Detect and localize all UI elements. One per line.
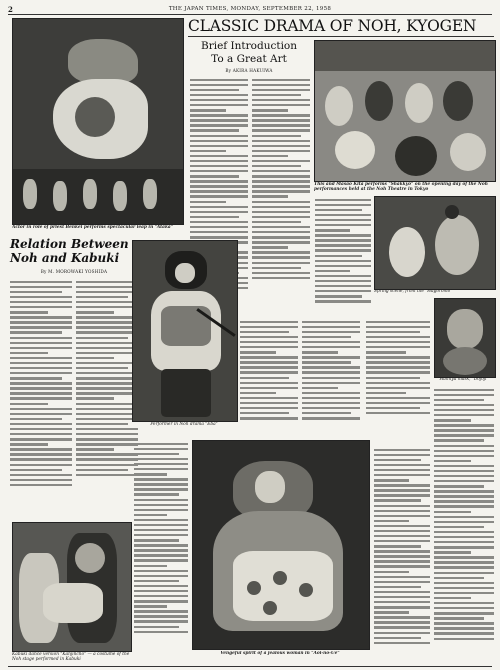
caption-right-mid: Spring scene, from the "Hagoromo" — [374, 289, 453, 294]
section-headline-line-2: Noh and Kabuki — [10, 251, 120, 265]
caption-right-small: Hannya mask, "Dojoji" — [439, 377, 489, 382]
sub-headline-line-2: To a Great Art — [211, 52, 287, 65]
photo-hannya-mask — [434, 298, 496, 378]
article-column-6 — [366, 318, 430, 440]
caption-bottom-center: Vengeful spirit of a jealous woman in "Aoi-no-Ue" — [220, 651, 340, 656]
article-column-3 — [315, 196, 371, 314]
caption-bottom-left: Kabuki dance version "Kanjincho" — a costume of the Noh stage performed in Kabuki — [12, 652, 130, 662]
photo-kabuki-dance — [12, 522, 132, 652]
byline-main: By AKIRA HAKUIWA — [225, 68, 273, 73]
article-column-8 — [374, 446, 430, 662]
photo-benkei-leap — [12, 18, 184, 225]
page-number: 2 — [8, 4, 13, 14]
masthead — [8, 4, 492, 15]
photo-shakkyo — [314, 40, 496, 182]
main-headline: CLASSIC DRAMA OF NOH, KYOGEN — [188, 17, 477, 35]
article-column-5 — [302, 318, 360, 440]
article-column-2 — [252, 76, 310, 314]
byline-section: By M. MOROWAKI YOSHIDA — [40, 269, 108, 274]
sub-headline — [188, 40, 310, 65]
caption-top-left: Actor in role of priest Benkei performs spectacular leap in "Ataka" — [12, 225, 173, 230]
sub-headline-line-1: Brief Introduction — [200, 40, 298, 52]
article-column-left-2 — [76, 278, 138, 512]
article-column-4 — [240, 318, 298, 440]
photo-aoi-no-ue — [192, 440, 370, 650]
masthead-title: THE JAPAN TIMES, MONDAY, SEPTEMBER 22, 1958 — [168, 6, 332, 12]
section-headline — [10, 237, 138, 265]
photo-hagoromo — [374, 196, 496, 290]
article-column-9 — [134, 440, 188, 662]
article-column-7 — [434, 386, 494, 662]
caption-top-right: This and Masao Kita performs "Shakkyo" on the opening day of the Noh performances held at the Noh Theatre in Tokyo — [314, 182, 488, 192]
section-headline-line-1: Relation Between — [10, 237, 129, 251]
photo-noh-performer — [132, 240, 238, 422]
caption-center-left: Performer in Noh drama "Eba" — [150, 422, 218, 427]
article-column-left-1 — [10, 278, 72, 512]
